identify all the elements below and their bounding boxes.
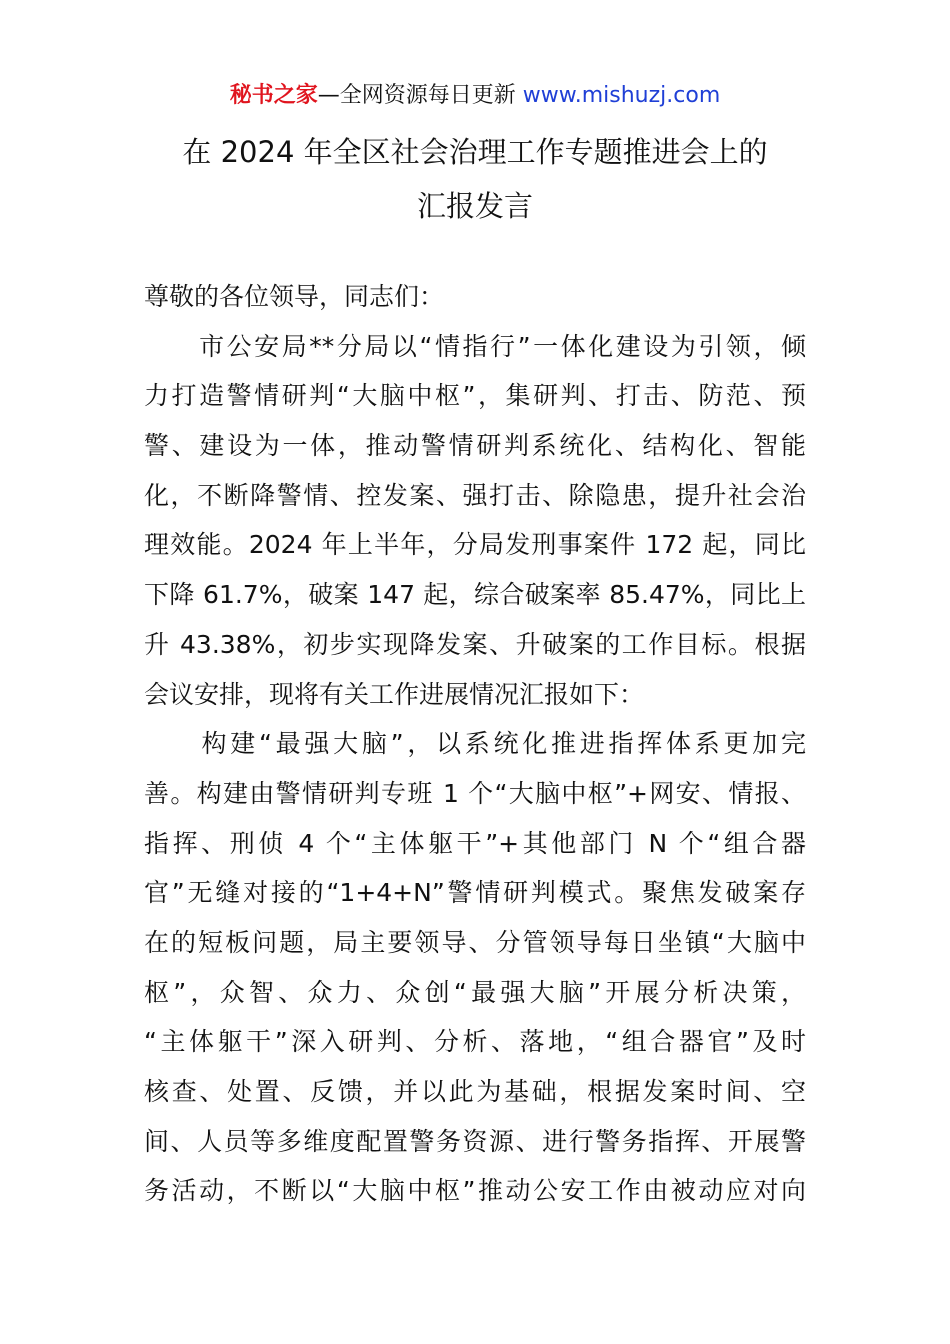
text-line: 会议安排，现将有关工作进展情况汇报如下： bbox=[144, 679, 645, 709]
text-line: 官”无缝对接的“1+4+N”警情研判模式。聚焦发破案存 bbox=[144, 878, 806, 908]
text-line: 枢”，众智、众力、众创“最强大脑”开展分析决策， bbox=[144, 977, 806, 1007]
document-header bbox=[0, 80, 950, 112]
text-line: 理效能。2024 年上半年，分局发刑事案件 172 起，同比 bbox=[144, 530, 806, 560]
document-title bbox=[0, 125, 950, 233]
document-body bbox=[144, 272, 806, 1216]
text-line: 警、建设为一体，推动警情研判系统化、结构化、智能 bbox=[144, 431, 806, 461]
text-line: 化，不断降警情、控发案、强打击、除隐患，提升社会治 bbox=[144, 480, 806, 510]
text-line: 间、人员等多维度配置警务资源、进行警务指挥、开展警 bbox=[144, 1126, 806, 1156]
text-line: “主体躯干”深入研判、分析、落地，“组合器官”及时 bbox=[144, 1027, 806, 1057]
text-line: 力打造警情研判“大脑中枢”，集研判、打击、防范、预 bbox=[144, 381, 806, 411]
text-line: 务活动，不断以“大脑中枢”推动公安工作由被动应对向 bbox=[144, 1176, 806, 1206]
brand-name: 秘书之家 bbox=[229, 83, 318, 108]
text-line: 市公安局**分局以“情指行”一体化建设为引领，倾 bbox=[144, 331, 806, 361]
site-url[interactable]: www.mishuzj.com bbox=[522, 83, 721, 108]
header-slogan: —全网资源每日更新 bbox=[317, 83, 523, 108]
text-line: 善。构建由警情研判专班 1 个“大脑中枢”+网安、情报、 bbox=[144, 778, 806, 808]
salutation: 尊敬的各位领导，同志们： bbox=[144, 282, 445, 311]
text-line: 下降 61.7%，破案 147 起，综合破案率 85.47%，同比上 bbox=[144, 580, 806, 610]
title-line-2: 汇报发言 bbox=[416, 189, 533, 223]
text-line: 构建“最强大脑”，以系统化推进指挥体系更加完 bbox=[144, 729, 806, 759]
text-line: 在的短板问题，局主要领导、分管领导每日坐镇“大脑中 bbox=[144, 927, 806, 957]
text-line: 升 43.38%，初步实现降发案、升破案的工作目标。根据 bbox=[144, 629, 806, 659]
text-line: 指挥、刑侦 4 个“主体躯干”+其他部门 N 个“组合器 bbox=[144, 828, 806, 858]
title-line-1: 在 2024 年全区社会治理工作专题推进会上的 bbox=[182, 135, 768, 169]
text-line: 核查、处置、反馈，并以此为基础，根据发案时间、空 bbox=[144, 1077, 806, 1106]
